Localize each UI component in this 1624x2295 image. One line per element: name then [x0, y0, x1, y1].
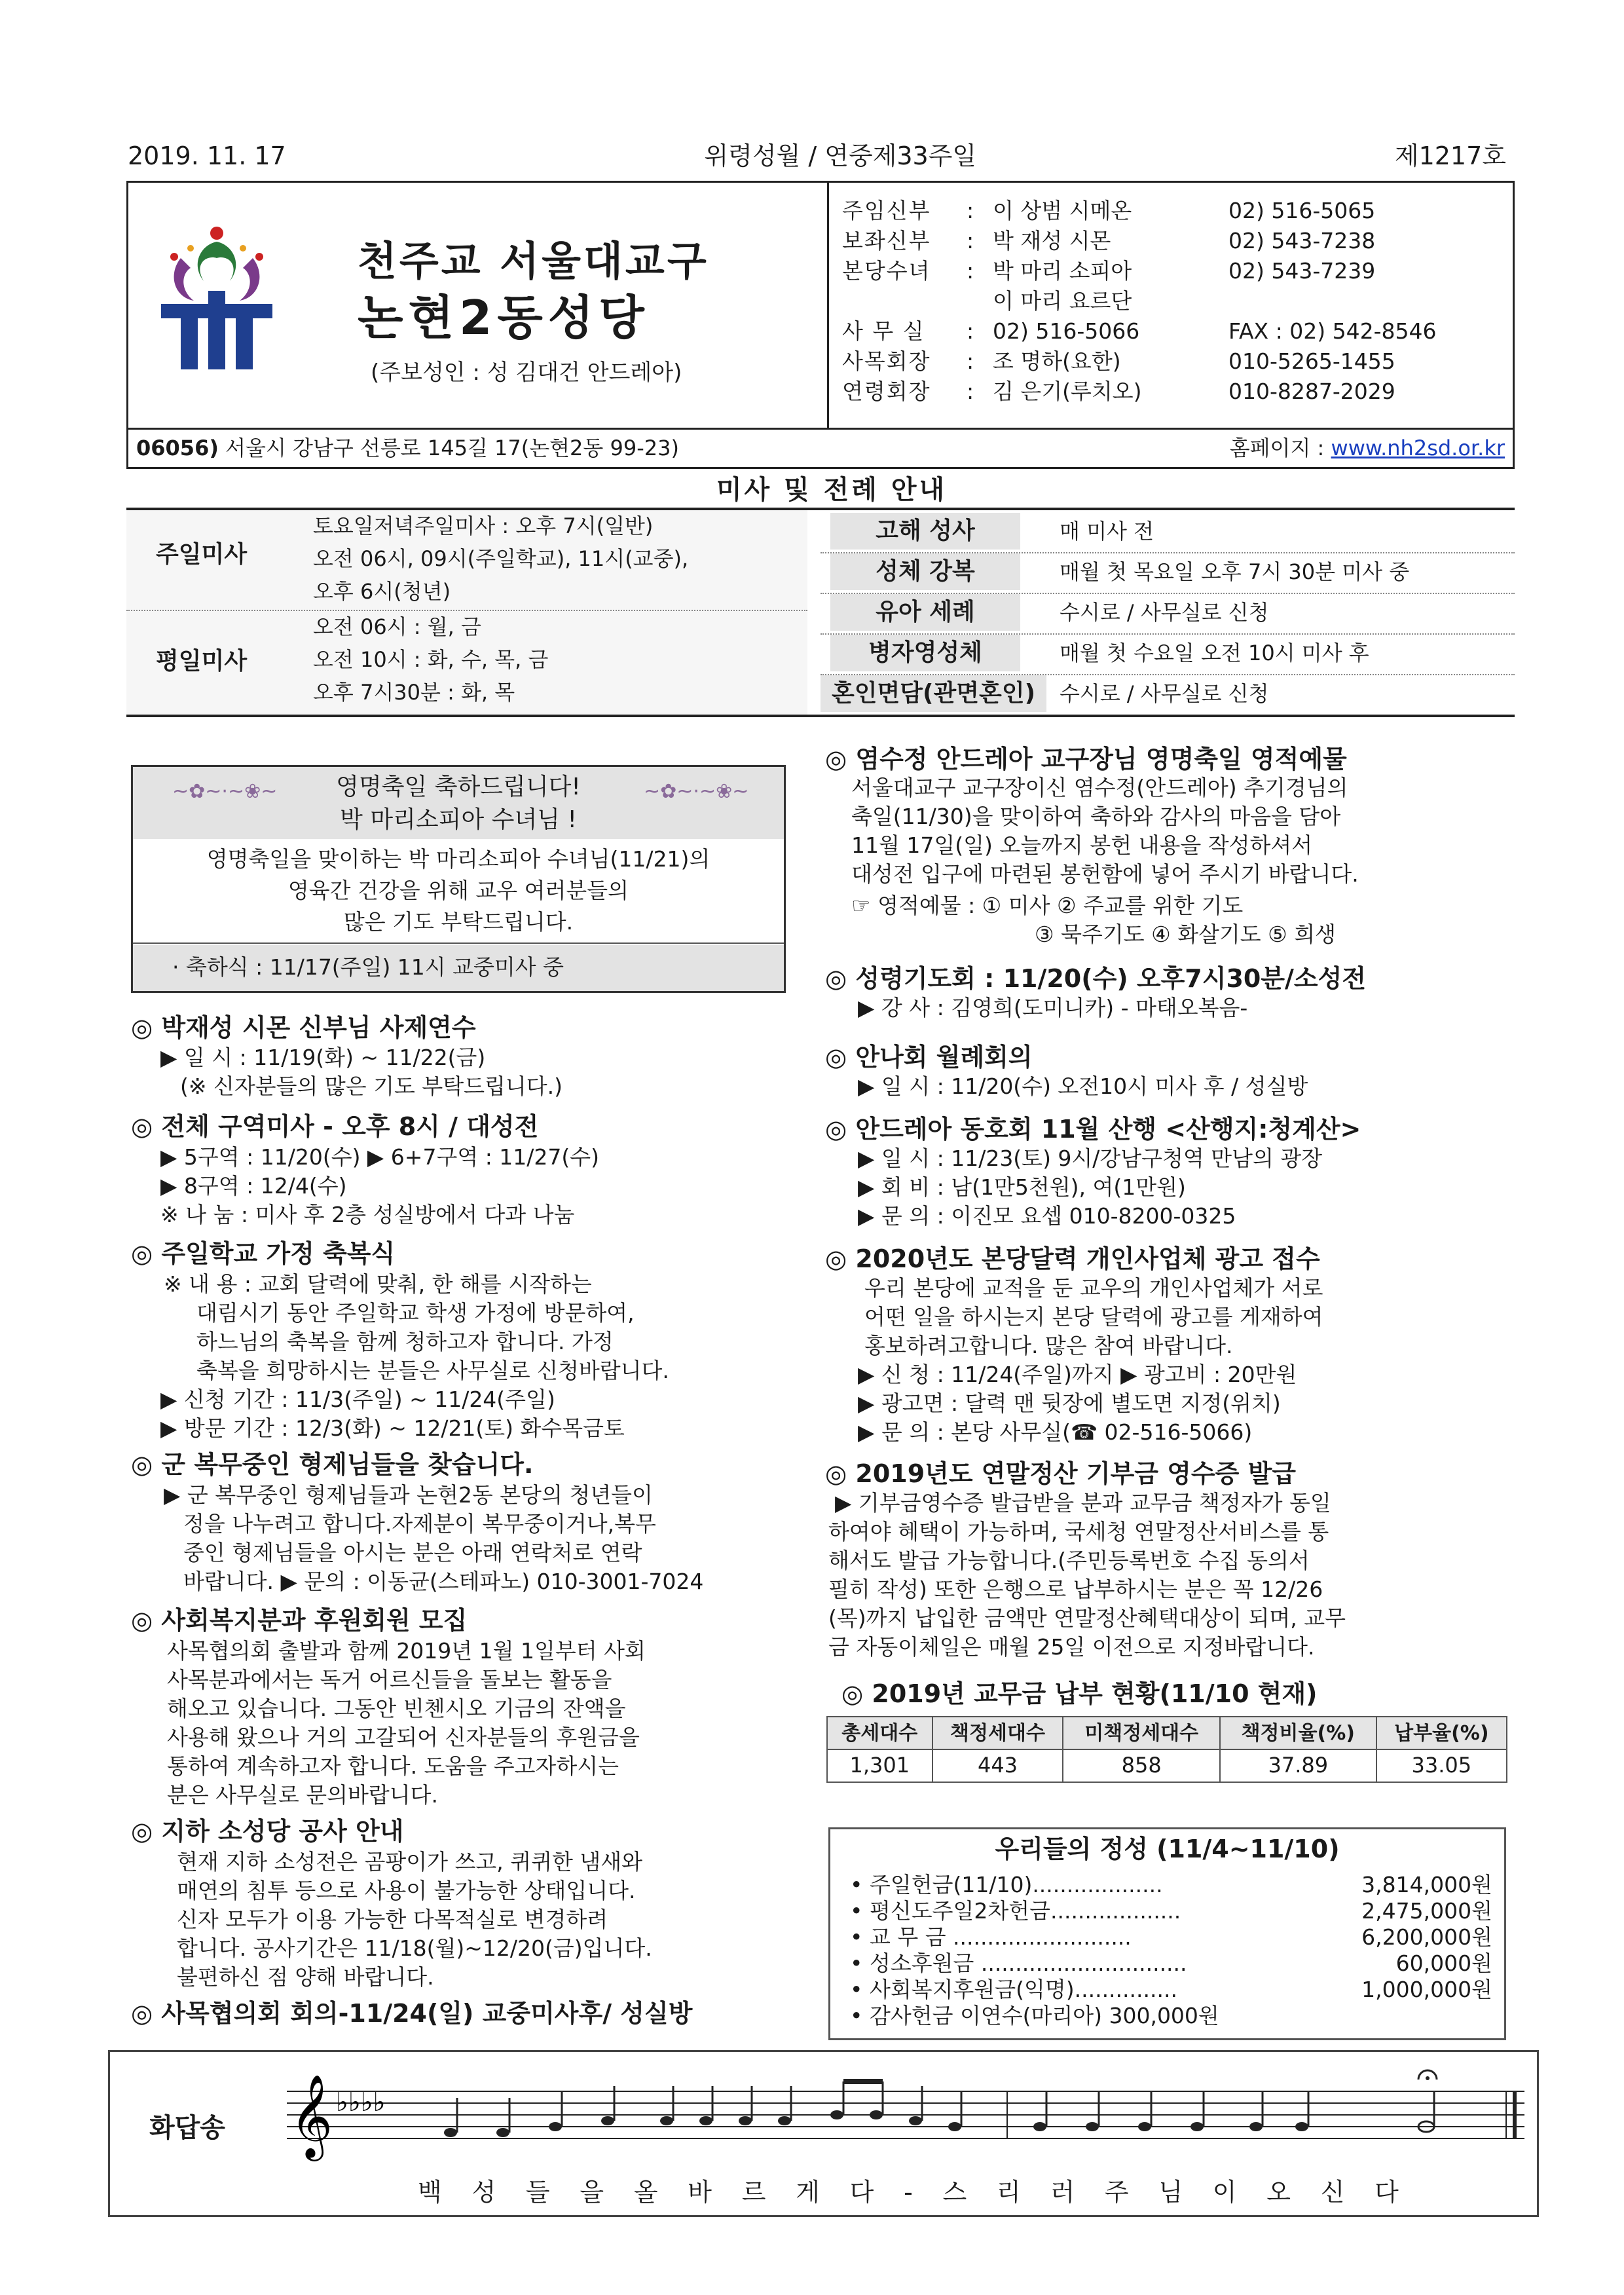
top-bar [128, 140, 1506, 179]
issue-number: 제1217호 [1394, 141, 1506, 170]
notice-line: 불편하신 점 양해 바랍니다. [177, 1964, 434, 1990]
offerings-title: 우리들의 정성 (11/4~11/10) [995, 1835, 1340, 1863]
notice-line: ▶ 문 의 : 본당 사무실(☎ 02-516-5066) [858, 1419, 1253, 1445]
notice-line: ▶ 강 사 : 김영희(도미니카) - 마태오복음- [858, 995, 1248, 1020]
notice-line: ▶ 광고면 : 달력 맨 뒷장에 별도면 지정(위치) [858, 1390, 1281, 1416]
table-cell: 443 [932, 1749, 1063, 1782]
feast-name: 박 마리소피아 수녀님 ! [340, 806, 577, 833]
sacrament-value: 수시로 / 사무실로 신청 [1060, 681, 1269, 706]
weekday-mass-label: 평일미사 [156, 648, 248, 675]
parish-banner [128, 183, 829, 428]
schedule-line: 오후 6시(청년) [313, 579, 451, 604]
list-item: • 교 무 금 .......................... 6,200,000원 [850, 1924, 1492, 1950]
notice-line: ▶ 일 시 : 11/23(토) 9시/강남구청역 만남의 광장 [858, 1146, 1323, 1171]
notice-line: 정을 나누려고 합니다.자제분이 복무중이거나,복무 [183, 1511, 656, 1537]
notice-line: 11월 17일(일) 오늘까지 봉헌 내용을 작성하셔서 [851, 832, 1313, 858]
sacrament-value: 매월 첫 목요일 오후 7시 30분 미사 중 [1060, 559, 1410, 584]
table-cell: 1,301 [827, 1749, 932, 1782]
notice-line: ▶ 기부금영수증 발급받을 분과 교무금 책정자가 동일 [835, 1490, 1331, 1516]
homepage-label: 홈페이지 : [1229, 435, 1325, 460]
homepage-link[interactable]: www.nh2sd.or.kr [1331, 435, 1505, 460]
notice-line: 현재 지하 소성전은 곰팡이가 쓰고, 퀴퀴한 냄새와 [177, 1849, 642, 1875]
contact-row: 사 무 실 : 02) 516-5066 FAX : 02) 542-8546 [842, 318, 1437, 344]
notice-title: ◎ 지하 소성당 공사 안내 [131, 1817, 404, 1846]
notice-line: (목)까지 납입한 금액만 연말정산혜택대상이 되며, 교무 [828, 1605, 1346, 1631]
table-header-row [827, 1717, 1507, 1749]
notice-line: ▶ 신청 기간 : 11/3(주일) ~ 11/24(주일) [160, 1387, 555, 1412]
sacrament-label: 성체 강복 [830, 553, 1020, 590]
notice-line: ☞ 영적예물 : ① 미사 ② 주교를 위한 기도 [851, 893, 1244, 918]
notice-title: ◎ 군 복무중인 형제님들을 찾습니다. [131, 1450, 534, 1479]
table-cell: 858 [1063, 1749, 1219, 1782]
music-staff [287, 2065, 1524, 2163]
notice-line: (※ 신자분들의 많은 기도 부탁드립니다.) [180, 1073, 563, 1099]
table-cell: 33.05 [1376, 1749, 1507, 1782]
column-header: 미책정세대수 [1063, 1717, 1219, 1749]
svg-text:𝄞: 𝄞 [290, 2074, 333, 2157]
notice-line: 신자 모두가 이용 가능한 다목적실로 변경하려 [177, 1907, 608, 1932]
notice-title: ◎ 사회복지분과 후원회원 모집 [131, 1606, 468, 1635]
contact-list [829, 183, 1513, 428]
notice-line: 매연의 침투 등으로 사용이 불가능한 상태입니다. [177, 1878, 636, 1903]
contact-row: 사목회장 : 조 명하(요한) 010-5265-1455 [842, 348, 1395, 374]
list-item: • 감사헌금 이연수(마리아) 300,000원 [850, 2003, 1219, 2029]
column-header: 책정비율(%) [1220, 1717, 1376, 1749]
notice-line: 금 자동이체일은 매월 25일 이전으로 지정바랍니다. [828, 1634, 1315, 1660]
notice-line: 중인 형제님들을 아시는 분은 아래 연락처로 연락 [183, 1540, 642, 1565]
patron-saint: (주보성인 : 성 김대건 안드레아) [371, 360, 682, 386]
psalm-label: 화답송 [149, 2113, 225, 2143]
sacrament-label: 고해 성사 [830, 513, 1020, 550]
column-header: 총세대수 [827, 1717, 932, 1749]
contact-row: 본당수녀 : 박 마리 소피아 02) 543-7239 [842, 257, 1376, 284]
list-item: • 평신도주일2차헌금................... 2,475,000원 [850, 1898, 1492, 1924]
decoration-icon: ~✿~·~❀~ [644, 780, 749, 803]
notice-line: 하여야 혜택이 가능하며, 국세청 연말정산서비스를 통 [828, 1519, 1329, 1544]
notice-line: 해오고 있습니다. 그동안 빈첸시오 기금의 잔액을 [167, 1696, 626, 1721]
notice-line: 통하여 계속하고자 합니다. 도움을 주고자하시는 [167, 1753, 619, 1779]
sacrament-value: 수시로 / 사무실로 신청 [1060, 600, 1269, 625]
notice-line: ③ 묵주기도 ④ 화살기도 ⑤ 희생 [1035, 922, 1336, 947]
notice-title: ◎ 성령기도회 : 11/20(수) 오후7시30분/소성전 [825, 964, 1367, 993]
notice-line: ▶ 8구역 : 12/4(수) [160, 1173, 347, 1199]
list-item: • 사회복지후원금(익명)............... 1,000,000원 [850, 1977, 1492, 2003]
mass-section-title: 미사 및 전례 안내 [716, 475, 948, 505]
notice-title: ◎ 박재성 시몬 신부님 사제연수 [131, 1013, 476, 1042]
contact-row: 연령회장 : 김 은기(루치오) 010-8287-2029 [842, 378, 1395, 404]
zip-code: 06056) [136, 435, 219, 460]
liturgical-title: 위령성월 / 연중제33주일 [704, 141, 977, 170]
parish-name: 논현2동성당 [358, 290, 650, 345]
notice-title: ◎ 전체 구역미사 - 오후 8시 / 대성전 [131, 1112, 539, 1141]
notice-line: 우리 본당에 교적을 둔 교우의 개인사업체가 서로 [864, 1275, 1323, 1301]
notice-line: 서울대교구 교구장이신 염수정(안드레아) 추기경님의 [851, 775, 1348, 800]
feast-text: 영육간 건강을 위해 교우 여러분들의 [287, 878, 629, 903]
decoration-icon: ~✿~·~❀~ [172, 780, 278, 803]
notice-line: ▶ 일 시 : 11/20(수) 오전10시 미사 후 / 성실방 [858, 1073, 1308, 1099]
notice-line: ▶ 신 청 : 11/24(주일)까지 ▶ 광고비 : 20만원 [858, 1362, 1297, 1387]
notice-line: 분은 사무실로 문의바랍니다. [167, 1782, 439, 1808]
mass-schedule [126, 508, 1515, 717]
notice-line: ▶ 문 의 : 이진모 요셉 010-8200-0325 [858, 1203, 1236, 1229]
notice-line: 합니다. 공사기간은 11/18(월)~12/20(금)입니다. [177, 1935, 652, 1961]
notice-line: ▶ 회 비 : 남(1만5천원), 여(1만원) [858, 1174, 1186, 1200]
schedule-line: 오전 10시 : 화, 수, 목, 금 [313, 647, 549, 672]
schedule-line: 토요일저녁주일미사 : 오후 7시(일반) [313, 513, 654, 538]
sunday-mass-label: 주일미사 [156, 541, 248, 568]
notice-line: ▶ 일 시 : 11/19(화) ~ 11/22(금) [160, 1045, 486, 1070]
feast-ceremony: · 축하식 : 11/17(주일) 11시 교중미사 중 [172, 954, 564, 980]
notice-line: 대림시기 동안 주일학교 학생 가정에 방문하여, [196, 1300, 635, 1326]
notice-line: 해서도 발급 가능합니다.(주민등록번호 수집 동의서 [828, 1548, 1310, 1573]
sacrament-label: 병자영성체 [830, 635, 1020, 671]
table-cell: 37.89 [1220, 1749, 1376, 1782]
parish-logo-icon [155, 219, 279, 376]
notice-line: 홍보하려고합니다. 많은 참여 바랍니다. [864, 1333, 1233, 1358]
psalm-lyrics: 백 성 들 을 올 바 르 게 다 - 스 리 러 주 님 이 오 신 다 [418, 2178, 1400, 2207]
notice-line: 바랍니다. ▶ 문의 : 이동균(스테파노) 010-3001-7024 [183, 1569, 704, 1594]
notice-line: 사목협의회 출발과 함께 2019년 1월 1일부터 사회 [167, 1638, 646, 1664]
notice-line: 어떤 일을 하시는지 본당 달력에 광고를 게재하여 [864, 1304, 1323, 1330]
column-header: 책정세대수 [932, 1717, 1063, 1749]
schedule-line: 오전 06시, 09시(주일학교), 11시(교중), [313, 546, 689, 571]
notice-title: ◎ 염수정 안드레아 교구장님 영명축일 영적예물 [825, 745, 1347, 774]
responsorial-psalm [108, 2050, 1539, 2217]
notice-title: ◎ 2019년도 연말정산 기부금 영수증 발급 [825, 1459, 1296, 1488]
notice-line: 대성전 입구에 마련된 봉헌함에 넣어 주시기 바랍니다. [851, 861, 1359, 887]
sacrament-value: 매 미사 전 [1060, 519, 1154, 544]
dues-table [826, 1716, 1507, 1783]
diocese-name: 천주교 서울대교구 [358, 237, 709, 285]
feast-text: 많은 기도 부탁드립니다. [343, 909, 574, 935]
address-bar [126, 430, 1515, 469]
notice-title: ◎ 안나회 월례회의 [825, 1043, 1033, 1072]
column-header: 납부율(%) [1376, 1717, 1507, 1749]
list-item: • 성소후원금 .............................. 60,000원 [850, 1950, 1492, 1977]
table-row [827, 1749, 1507, 1782]
notice-line: ▶ 방문 기간 : 12/3(화) ~ 12/21(토) 화수목금토 [160, 1415, 625, 1441]
bulletin-date: 2019. 11. 17 [128, 141, 286, 170]
street-address: 서울시 강남구 선릉로 145길 17(논현2동 99-23) [225, 435, 679, 460]
svg-text:♭♭♭♭: ♭♭♭♭ [336, 2087, 386, 2118]
notice-title: ◎ 사목협의회 회의-11/24(일) 교중미사후/ 성실방 [131, 1999, 693, 2028]
feast-text: 영명축일을 맞이하는 박 마리소피아 수녀님(11/21)의 [206, 846, 710, 872]
stats-title: ◎ 2019년 교무금 납부 현황(11/10 현재) [841, 1679, 1318, 1708]
notice-title: ◎ 안드레아 동호회 11월 산행 <산행지:청계산> [825, 1115, 1361, 1144]
notice-line: 축복을 희망하시는 분들은 사무실로 신청바랍니다. [196, 1358, 669, 1383]
notice-title: ◎ 주일학교 가정 축복식 [131, 1239, 396, 1268]
notice-line: ▶ 5구역 : 11/20(수) ▶ 6+7구역 : 11/27(수) [160, 1144, 600, 1170]
contact-row: 이 마리 요르단 [993, 288, 1132, 314]
feast-day-notice [131, 765, 786, 993]
notice-line: 축일(11/30)을 맞이하여 축하와 감사의 마음을 담아 [851, 804, 1341, 829]
feast-greeting: 영명축일 축하드립니다! [336, 774, 581, 800]
notice-line: ※ 내 용 : 교회 달력에 맞춰, 한 해를 시작하는 [164, 1271, 592, 1297]
list-item: • 주일헌금(11/10)................... 3,814,000원 [850, 1872, 1492, 1898]
sacrament-label: 혼인면담(관면혼인) [821, 675, 1046, 712]
notice-title: ◎ 2020년도 본당달력 개인사업체 광고 접수 [825, 1244, 1320, 1273]
sacrament-label: 유아 세례 [830, 594, 1020, 631]
offerings-box [828, 1827, 1506, 2040]
notice-line: ※ 나 눔 : 미사 후 2층 성실방에서 다과 나눔 [160, 1202, 575, 1227]
notice-line: 사용해 왔으나 거의 고갈되어 신자분들의 후원금을 [167, 1725, 640, 1750]
notice-line: ▶ 군 복무중인 형제님들과 논현2동 본당의 청년들이 [164, 1482, 653, 1508]
schedule-line: 오후 7시30분 : 화, 목 [313, 680, 515, 705]
masthead [126, 181, 1515, 430]
schedule-line: 오전 06시 : 월, 금 [313, 614, 481, 639]
notice-line: 필히 작성) 또한 은행으로 납부하시는 분은 꼭 12/26 [828, 1577, 1323, 1602]
notice-line: 하느님의 축복을 함께 청하고자 합니다. 가정 [196, 1329, 614, 1354]
sacrament-value: 매월 첫 수요일 오전 10시 미사 후 [1060, 641, 1369, 665]
contact-row: 보좌신부 : 박 재성 시몬 02) 543-7238 [842, 227, 1376, 253]
notice-line: 사목분과에서는 독거 어르신들을 돌보는 활동을 [167, 1667, 612, 1692]
contact-row: 주임신부 : 이 상범 시메온 02) 516-5065 [842, 197, 1376, 223]
